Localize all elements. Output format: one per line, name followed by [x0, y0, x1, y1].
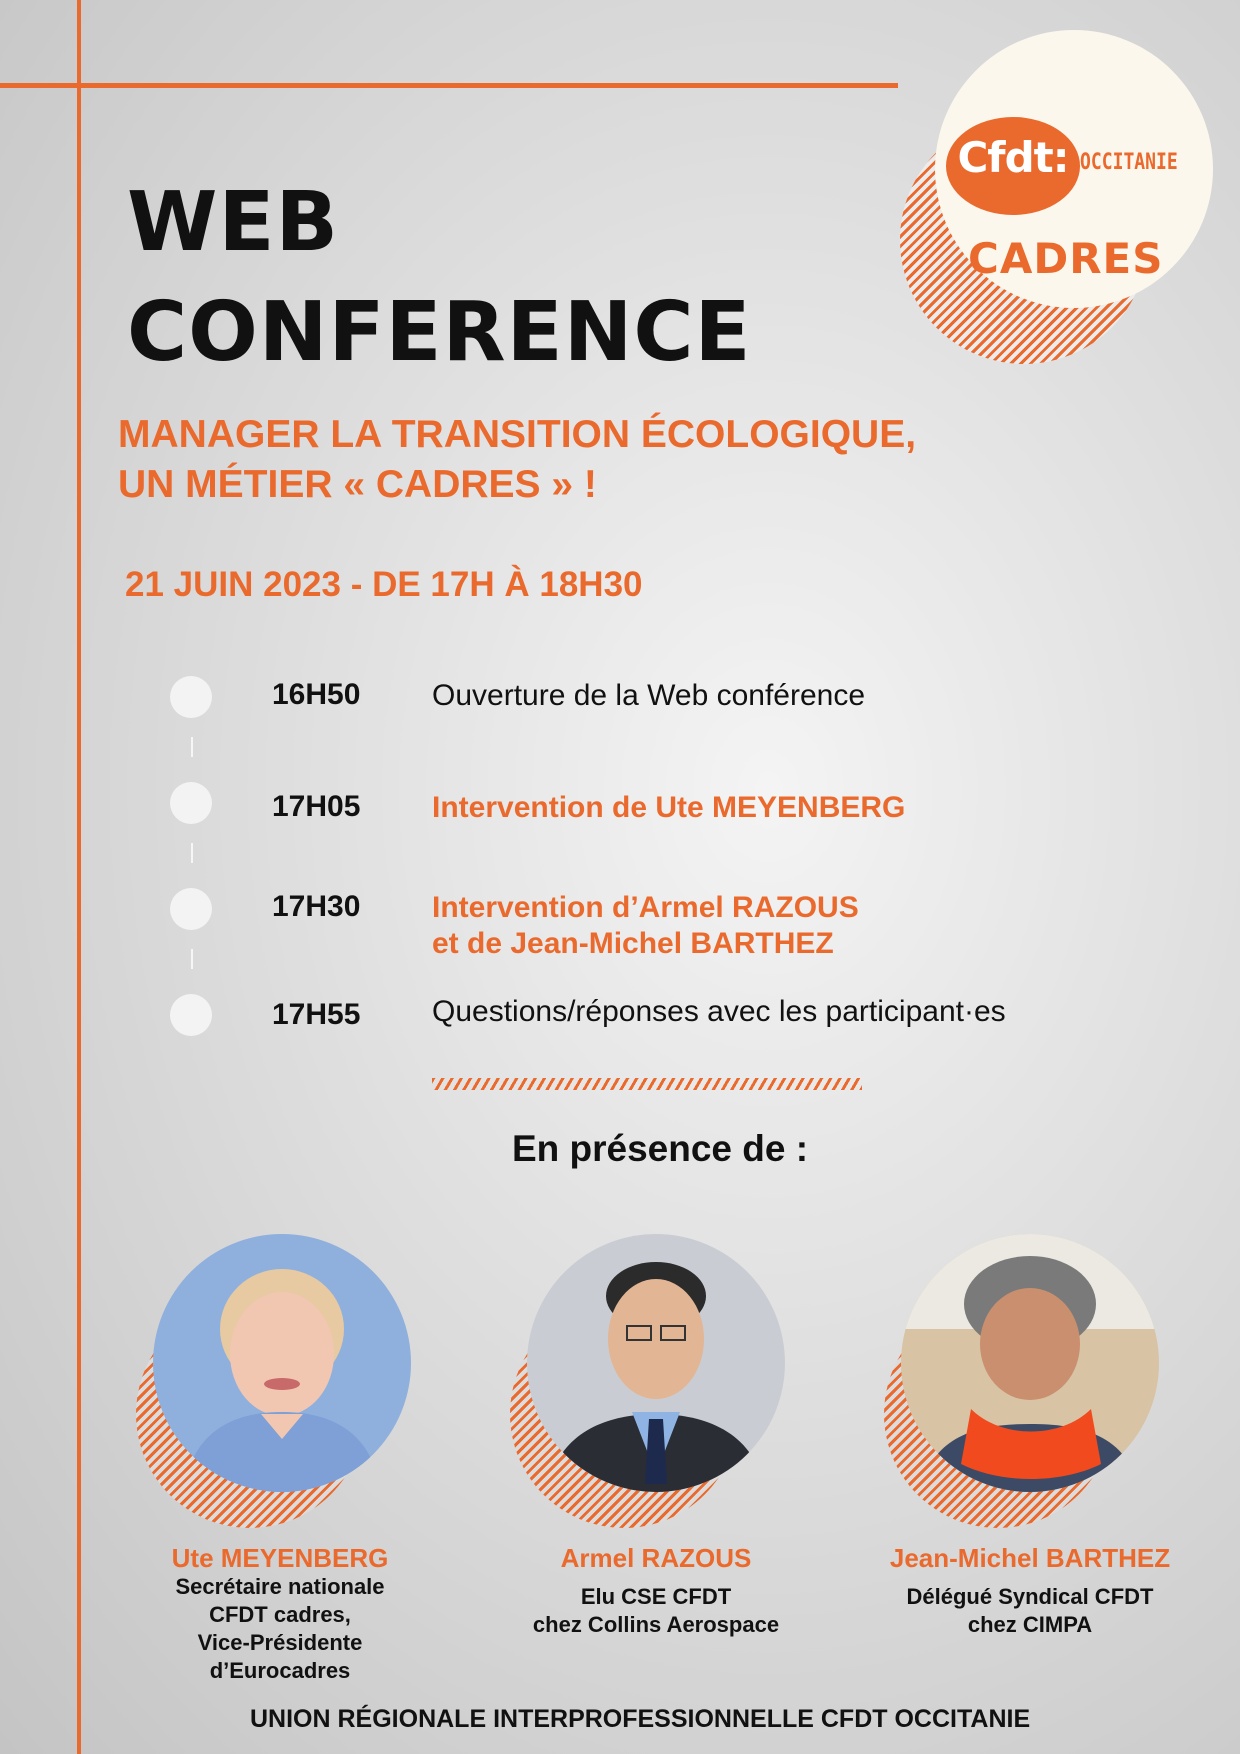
footer-organization: UNION RÉGIONALE INTERPROFESSIONNELLE CFDT OCCITANIE	[250, 1705, 1031, 1733]
speaker-role-line: chez Collins Aerospace	[532, 1612, 780, 1637]
speaker-photo	[527, 1234, 785, 1492]
agenda-activity-line: et de Jean-Michel BARTHEZ	[432, 927, 834, 960]
agenda-activity: Questions/réponses avec les participant·es	[432, 995, 1006, 1028]
timeline-dot	[170, 676, 212, 718]
speaker-role-line: Elu CSE CFDT	[580, 1584, 732, 1609]
timeline-dot	[170, 994, 212, 1036]
logo-region: OCCITANIE	[1080, 150, 1178, 175]
conference-subtitle	[118, 410, 916, 510]
speaker-name: Ute MEYENBERG	[171, 1543, 389, 1573]
presence-heading: En présence de :	[511, 1128, 809, 1169]
speaker-name: Jean-Michel BARTHEZ	[889, 1543, 1171, 1573]
speaker-photo	[901, 1234, 1159, 1492]
agenda-activity: Intervention de Ute MEYENBERG	[432, 791, 906, 824]
agenda-time: 17H30	[272, 890, 361, 923]
speaker-role-line: Vice-Présidente	[197, 1630, 363, 1655]
speaker-name: Armel RAZOUS	[560, 1543, 752, 1573]
logo-section: CADRES	[968, 234, 1164, 283]
logo-brand: Cfdt:	[957, 133, 1069, 182]
speaker-role-line: d’Eurocadres	[209, 1658, 351, 1683]
speaker-role	[100, 1573, 460, 1685]
subtitle-line-1: MANAGER LA TRANSITION ÉCOLOGIQUE,	[118, 413, 917, 456]
speaker-role-line: CFDT cadres,	[209, 1602, 351, 1627]
hatched-divider	[432, 1078, 862, 1090]
speaker-role-line: Délégué Syndical CFDT	[906, 1584, 1154, 1609]
title-line-2: CONFERENCE	[127, 285, 752, 380]
speaker-photo	[153, 1234, 411, 1492]
timeline-dot	[170, 782, 212, 824]
timeline-connector	[191, 949, 193, 969]
speaker-role-line: Secrétaire nationale	[175, 1574, 385, 1599]
horizontal-accent-line	[0, 83, 898, 88]
timeline-connector	[191, 843, 193, 863]
timeline-dot	[170, 888, 212, 930]
speaker-role-line: chez CIMPA	[967, 1612, 1093, 1637]
speaker-role	[850, 1583, 1210, 1639]
event-date: 21 JUIN 2023 - DE 17H À 18H30	[125, 565, 643, 604]
timeline-connector	[191, 737, 193, 757]
subtitle-line-2: UN MÉTIER « CADRES » !	[118, 463, 597, 506]
vertical-accent-line	[77, 0, 81, 1754]
agenda-activity: Ouverture de la Web conférence	[432, 679, 866, 712]
agenda-time: 17H05	[272, 790, 361, 823]
agenda-time: 16H50	[272, 678, 361, 711]
agenda-time: 17H55	[272, 998, 361, 1031]
speaker-role	[476, 1583, 836, 1639]
agenda-activity-line: Intervention d’Armel RAZOUS	[432, 891, 859, 924]
agenda-activity	[432, 890, 859, 962]
title-line-1: WEB	[127, 175, 339, 270]
page-title	[127, 168, 752, 388]
